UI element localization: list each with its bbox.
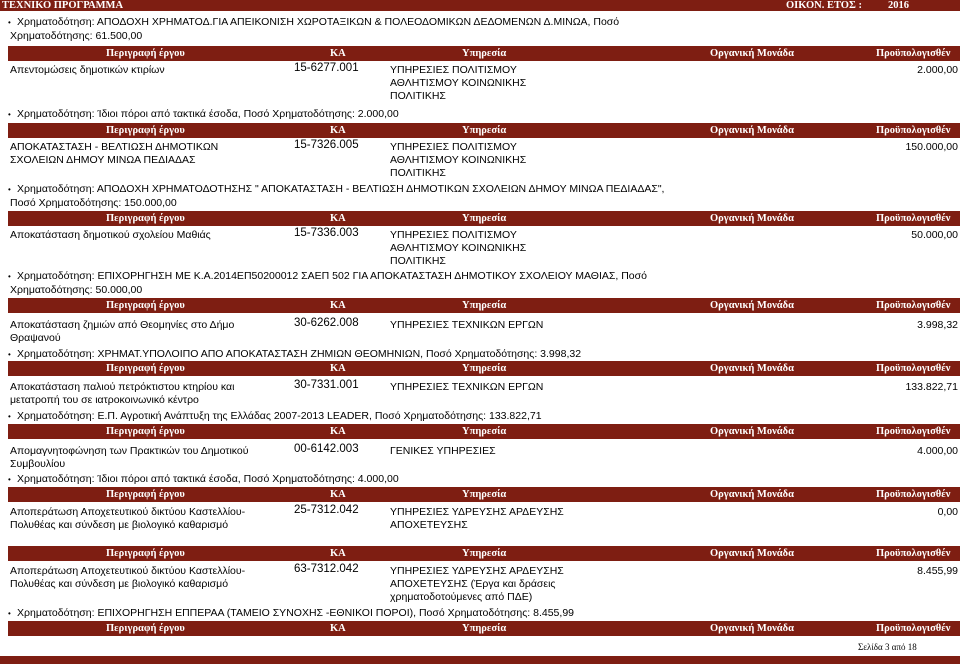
project-service: ΓΕΝΙΚΕΣ ΥΠΗΡΕΣΙΕΣ [390,445,496,457]
project-description: Αποκατάσταση ζημιών από Θεομηνίες στο Δήμο Θραψανού [10,319,235,344]
project-service: ΥΠΗΡΕΣΙΕΣ ΤΕΧΝΙΚΩΝ ΕΡΓΩΝ [390,319,544,331]
funding-note: • Χρηματοδότηση: Ε.Π. Αγροτική Ανάπτυξη της Ελλάδας 2007-2013 LEADER, Ποσό Χρηματοδότησης: 133.822,71 [8,410,542,422]
project-amount: 133.822,71 [905,381,958,393]
column-header: Περιγραφή έργου ΚΑ Υπηρεσία Οργανική Μονάδα Προϋπολογισθέν [8,487,960,502]
project-code: 15-7326.005 [294,139,359,151]
project-service: ΥΠΗΡΕΣΙΕΣ ΠΟΛΙΤΙΣΜΟΥ ΑΘΛΗΤΙΣΜΟΥ ΚΟΙΝΩΝΙΚΗΣ ΠΟΛΙΤΙΚΗΣ [390,141,527,179]
bottom-banner [0,656,960,664]
project-code: 30-6262.008 [294,317,359,329]
intro-funding-note-cont: Χρηματοδότησης: 61.500,00 [10,30,143,42]
column-header: Περιγραφή έργου ΚΑ Υπηρεσία Οργανική Μονάδα Προϋπολογισθέν [8,211,960,226]
bullet-icon: • [8,272,11,281]
column-header: Περιγραφή έργου ΚΑ Υπηρεσία Οργανική Μονάδα Προϋπολογισθέν [8,123,960,138]
project-service: ΥΠΗΡΕΣΙΕΣ ΥΔΡΕΥΣΗΣ ΑΡΔΕΥΣΗΣ ΑΠΟΧΕΤΕΥΣΗΣ (Έργα και δράσεις χρηματοδοτούμενες από ΠΔΕ) [390,565,564,603]
funding-note: • Χρηματοδότηση: Ίδιοι πόροι από τακτικά έσοδα, Ποσό Χρηματοδότησης: 4.000,00 [8,473,399,485]
column-header: Περιγραφή έργου ΚΑ Υπηρεσία Οργανική Μονάδα Προϋπολογισθέν [8,546,960,561]
project-amount: 8.455,99 [917,565,958,577]
bullet-icon: • [8,110,11,119]
project-code: 25-7312.042 [294,504,359,516]
page-number: Σελίδα 3 από 18 [858,642,917,652]
column-header: Περιγραφή έργου ΚΑ Υπηρεσία Οργανική Μονάδα Προϋπολογισθέν [8,621,960,636]
project-amount: 4.000,00 [917,445,958,457]
column-header: Περιγραφή έργου ΚΑ Υπηρεσία Οργανική Μονάδα Προϋπολογισθέν [8,424,960,439]
project-description: Αποπεράτωση Αποχετευτικού δικτύου Καστελλίου-Πολυθέας και σύνδεση με βιολογικό καθαρισμό [10,565,246,590]
intro-funding-note: • Χρηματοδότηση: ΑΠΟΔΟΧΗ ΧΡΗΜΑΤΟΔ.ΓΙΑ ΑΠΕΙΚΟΝΙΣΗ ΧΩΡΟΤΑΞΙΚΩΝ & ΠΟΛΕΟΔΟΜΙΚΩΝ ΔΕΔΟΜΕΝΩΝ Δ.ΜΙΝΩΑ, Ποσό [8,16,620,28]
project-amount: 0,00 [937,506,958,518]
fiscal-year-label: ΟΙΚΟΝ. ΕΤΟΣ : [786,0,862,11]
column-header: Περιγραφή έργου ΚΑ Υπηρεσία Οργανική Μονάδα Προϋπολογισθέν [8,361,960,376]
project-description: Αποκατάσταση δημοτικού σχολείου Μαθιάς [10,229,211,241]
project-service: ΥΠΗΡΕΣΙΕΣ ΠΟΛΙΤΙΣΜΟΥ ΑΘΛΗΤΙΣΜΟΥ ΚΟΙΝΩΝΙΚΗΣ ΠΟΛΙΤΙΚΗΣ [390,229,527,267]
bullet-icon: • [8,609,11,618]
funding-note: • Χρηματοδότηση: ΑΠΟΔΟΧΗ ΧΡΗΜΑΤΟΔΟΤΗΣΗΣ " ΑΠΟΚΑΤΑΣΤΑΣΗ - ΒΕΛΤΙΩΣΗ ΔΗΜΟΤΙΚΩΝ ΣΧΟΛΕΙΩΝ ΔΗΜΟΥ ΜΙΝΩΑ ΠΕΔΙΑΔΑΣ", [8,183,665,195]
project-description: Απεντομώσεις δημοτικών κτιρίων [10,64,165,76]
bullet-icon: • [8,185,11,194]
project-amount: 50.000,00 [911,229,958,241]
project-code: 15-6277.001 [294,62,359,74]
column-header: Περιγραφή έργου ΚΑ Υπηρεσία Οργανική Μονάδα Προϋπολογισθέν [8,298,960,313]
project-amount: 2.000,00 [917,64,958,76]
project-code: 63-7312.042 [294,563,359,575]
project-description: Απομαγνητοφώνηση των Πρακτικών του Δημοτικού Συμβουλίου [10,445,249,470]
project-service: ΥΠΗΡΕΣΙΕΣ ΠΟΛΙΤΙΣΜΟΥ ΑΘΛΗΤΙΣΜΟΥ ΚΟΙΝΩΝΙΚΗΣ ΠΟΛΙΤΙΚΗΣ [390,64,527,102]
column-header: Περιγραφή έργου ΚΑ Υπηρεσία Οργανική Μονάδα Προϋπολογισθέν [8,46,960,61]
project-description: Αποπεράτωση Αποχετευτικού δικτύου Καστελλίου-Πολυθέας και σύνδεση με βιολογικό καθαρισμό [10,506,246,531]
project-amount: 3.998,32 [917,319,958,331]
top-banner [0,0,960,11]
project-description: Αποκατάσταση παλιού πετρόκτιστου κτηρίου και μετατροπή του σε ιατροκοινωνικό κέντρο [10,381,235,406]
project-description: ΑΠΟΚΑΤΑΣΤΑΣΗ - ΒΕΛΤΙΩΣΗ ΔΗΜΟΤΙΚΩΝ ΣΧΟΛΕΙΩΝ ΔΗΜΟΥ ΜΙΝΩΑ ΠΕΔΙΑΔΑΣ [10,141,219,166]
bullet-icon: • [8,18,11,27]
project-code: 15-7336.003 [294,227,359,239]
bullet-icon: • [8,350,11,359]
funding-note: • Χρηματοδότηση: ΕΠΙΧΟΡΗΓΗΣΗ ΜΕ Κ.Α.2014ΕΠ50200012 ΣΑΕΠ 502 ΓΙΑ ΑΠΟΚΑΤΑΣΤΑΣΗ ΔΗΜΟΤΙΚΟΥ ΣΧΟΛΕΙΟΥ ΜΑΘΙΑΣ, Ποσό [8,270,647,282]
project-amount: 150.000,00 [905,141,958,153]
bullet-icon: • [8,475,11,484]
project-service: ΥΠΗΡΕΣΙΕΣ ΥΔΡΕΥΣΗΣ ΑΡΔΕΥΣΗΣ ΑΠΟΧΕΤΕΥΣΗΣ [390,506,564,531]
funding-note-cont: Ποσό Χρηματοδότησης: 150.000,00 [10,197,177,209]
program-title: ΤΕΧΝΙΚΟ ΠΡΟΓΡΑΜΜΑ [2,0,124,11]
project-service: ΥΠΗΡΕΣΙΕΣ ΤΕΧΝΙΚΩΝ ΕΡΓΩΝ [390,381,544,393]
fiscal-year-value: 2016 [888,0,909,11]
project-code: 30-7331.001 [294,379,359,391]
project-code: 00-6142.003 [294,443,359,455]
funding-note: • Χρηματοδότηση: Ίδιοι πόροι από τακτικά έσοδα, Ποσό Χρηματοδότησης: 2.000,00 [8,108,399,120]
bullet-icon: • [8,412,11,421]
funding-note: • Χρηματοδότηση: ΕΠΙΧΟΡΗΓΗΣΗ ΕΠΠΕΡΑΑ (ΤΑΜΕΙΟ ΣΥΝΟΧΗΣ -ΕΘΝΙΚΟΙ ΠΟΡΟΙ), Ποσό Χρηματοδότησης: 8.455,99 [8,607,574,619]
funding-note-cont: Χρηματοδότησης: 50.000,00 [10,284,143,296]
funding-note: • Χρηματοδότηση: ΧΡΗΜΑΤ.ΥΠΟΛΟΙΠΟ ΑΠΟ ΑΠΟΚΑΤΑΣΤΑΣΗ ΖΗΜΙΩΝ ΘΕΟΜΗΝΙΩΝ, Ποσό Χρηματοδότησης: 3.998,32 [8,348,582,360]
